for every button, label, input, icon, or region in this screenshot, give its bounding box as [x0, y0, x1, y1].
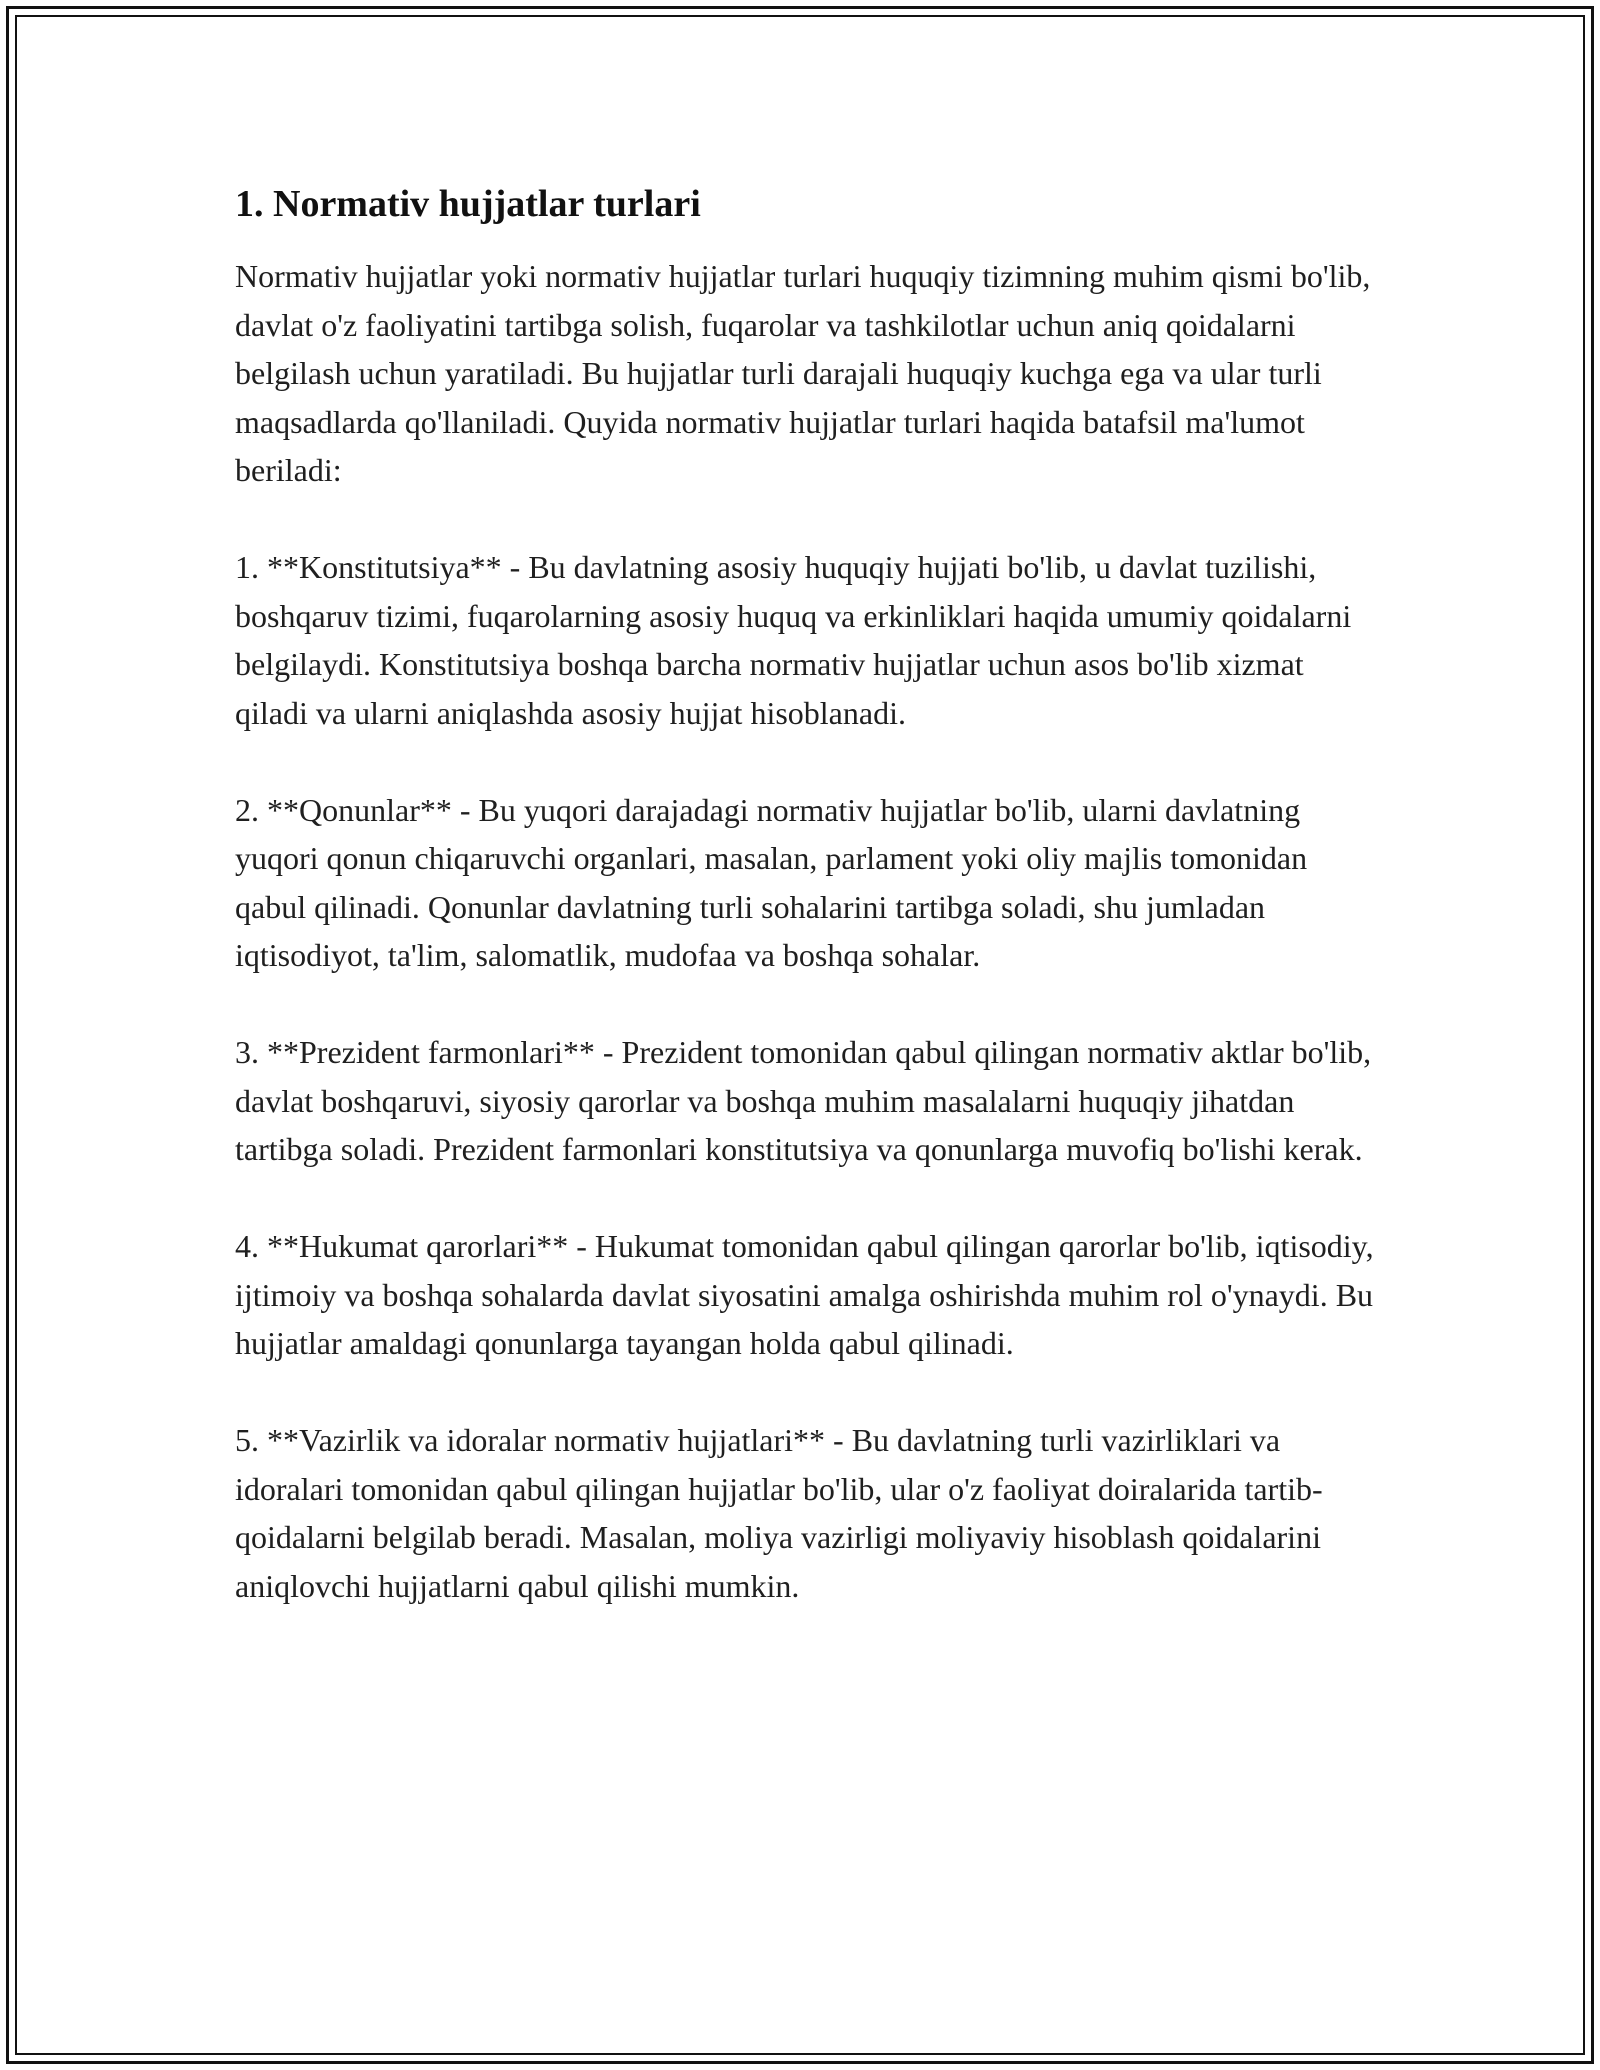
list-item-vazirlik-hujjatlari: 5. **Vazirlik va idoralar normativ hujjatlari** - Bu davlatning turli vazirliklari va idoralari tomonidan qabul qilingan hujjatlar bo'lib, ular o'z faoliyat doiralarida tartib-qoidalarni belgilab beradi. Masalan, moliya vazirligi moliyaviy hisoblash qoidalarini aniqlovchi hujjatlarni qabul qilishi mumkin. [235, 1422, 1323, 1604]
document-body [235, 180, 1375, 1659]
list-item-konstitutsiya: 1. **Konstitutsiya** - Bu davlatning asosiy huquqiy hujjati bo'lib, u davlat tuzilishi, boshqaruv tizimi, fuqarolarning asosiy huquq va erkinliklari haqida umumiy qoidalarni belgilaydi. Konstitutsiya boshqa barcha normativ hujjatlar uchun asos bo'lib xizmat qiladi va ularni aniqlashda asosiy hujjat hisoblanadi. [235, 549, 1352, 731]
list-item-qonunlar: 2. **Qonunlar** - Bu yuqori darajadagi normativ hujjatlar bo'lib, ularni davlatning yuqori qonun chiqaruvchi organlari, masalan, parlament yoki oliy majlis tomonidan qabul qilinadi. Qonunlar davlatning turli sohalarini tartibga soladi, shu jumladan iqtisodiyot, ta'lim, salomatlik, mudofaa va boshqa sohalar. [235, 791, 1308, 973]
document-title: 1. Normativ hujjatlar turlari [235, 183, 701, 225]
list-item-hukumat-qarorlari: 4. **Hukumat qarorlari** - Hukumat tomonidan qabul qilingan qarorlar bo'lib, iqtisodiy, ijtimoiy va boshqa sohalarda davlat siyosatini amalga oshirishda muhim rol o'ynaydi. Bu hujjatlar amaldagi qonunlarga tayangan holda qabul qilinadi. [235, 1228, 1374, 1361]
list-item-prezident-farmonlari: 3. **Prezident farmonlari** - Prezident tomonidan qabul qilingan normativ aktlar bo'lib, davlat boshqaruvi, siyosiy qarorlar va boshqa muhim masalalarni huquqiy jihatdan tartibga soladi. Prezident farmonlari konstitutsiya va qonunlarga muvofiq bo'lishi kerak. [235, 1034, 1372, 1167]
intro-paragraph: Normativ hujjatlar yoki normativ hujjatlar turlari huquqiy tizimning muhim qismi bo'lib, davlat o'z faoliyatini tartibga solish, fuqarolar va tashkilotlar uchun aniq qoidalarni belgilash uchun yaratiladi. Bu hujjatlar turli darajali huquqiy kuchga ega va ular turli maqsadlarda qo'llaniladi. Quyida normativ hujjatlar turlari haqida batafsil ma'lumot beriladi: [235, 258, 1371, 488]
